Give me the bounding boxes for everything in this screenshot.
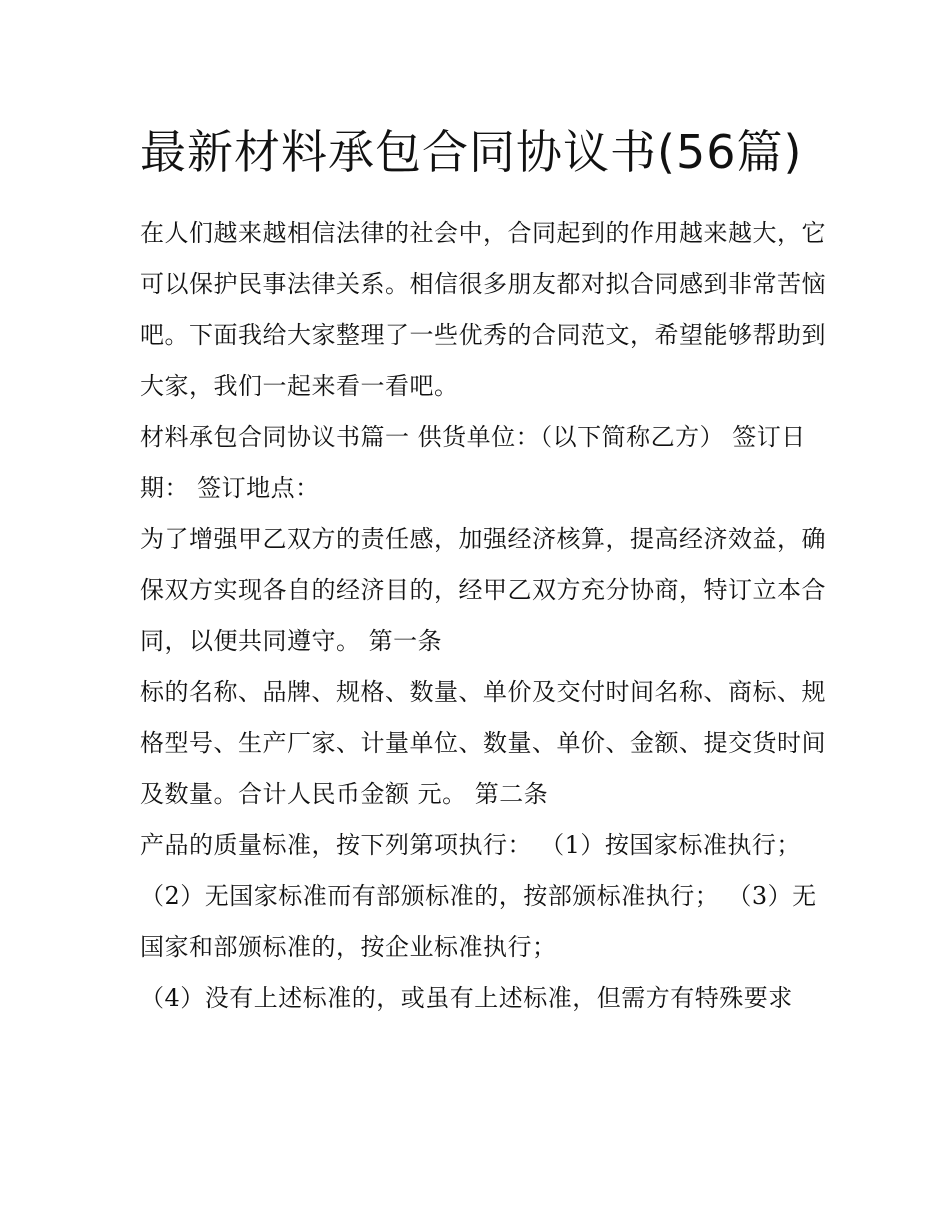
paragraph-article-2-item-4: （4）没有上述标准的，或虽有上述标准，但需方有特殊要求 bbox=[140, 984, 793, 1012]
paragraph-purpose: 为了增强甲乙双方的责任感，加强经济核算，提高经济效益，确保双方实现各自的经济目的，经甲乙双方充分协商，特订立本合同，以便共同遵守。 第一条 bbox=[140, 525, 826, 655]
document-title: 最新材料承包合同协议书(56篇) bbox=[140, 125, 803, 179]
paragraph-article-1: 标的名称、品牌、规格、数量、单价及交付时间名称、商标、规格型号、生产厂家、计量单位、数量、单价、金额、提交货时间及数量。合计人民币金额 元。 第二条 bbox=[140, 678, 826, 808]
document-page bbox=[140, 112, 830, 1024]
intro-paragraph: 在人们越来越相信法律的社会中，合同起到的作用越来越大，它可以保护民事法律关系。相信很多朋友都对拟合同感到非常苦恼吧。下面我给大家整理了一些优秀的合同范文，希望能够帮助到大家，我们一起来看一看吧。 bbox=[140, 219, 826, 400]
paragraph-article-2: 产品的质量标准，按下列第项执行： （1）按国家标准执行；（2）无国家标准而有部颁标准的，按部颁标准执行； （3）无国家和部颁标准的，按企业标准执行； bbox=[140, 831, 817, 961]
paragraph-supplier-info: 材料承包合同协议书篇一 供货单位：（以下简称乙方） 签订日期： 签订地点： bbox=[140, 423, 806, 502]
